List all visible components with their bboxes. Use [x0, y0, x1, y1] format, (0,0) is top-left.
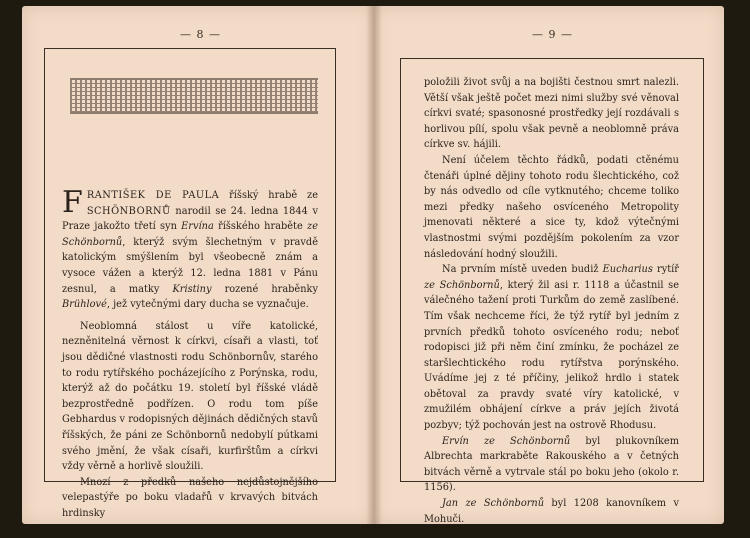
book-gutter — [366, 6, 382, 524]
left-page-text — [62, 185, 319, 521]
right-page-number: — 9 — — [532, 28, 573, 41]
right-page-text — [424, 75, 679, 527]
decorative-header-ornament — [70, 78, 318, 114]
paragraph: Na prvním místě uveden budiž Eucharius rytíř ze Schönbornů, který žil asi r. 1118 a účastnil se válečného tažení proti Turkům do země zaslíbené. Tím však nechceme říci, že týž rytíř byl jedním z prvních předků tohoto osvíceného rodu; neboť rodopisci již při něm činí zmínku, že pocházel ze staršlechtického rodu rytířstva porýnského. Uvádíme jej z té příčiny, jelikož hrdlo i statek obětoval za pravdy svaté víry katolické, v zmužilém obhájení církve a práv jejích životá pozbyv; týž pochován jest na ostrově Rhodusu. — [424, 264, 680, 432]
paragraph: Ervín ze Schönbornů byl plukovníkem Albrechta markraběte Rakouského a v četných bitvách věrně a vytrvale stál po boku jeho (okolo r. 1156). — [424, 435, 679, 494]
paragraph: Mnozí z předků našeho nejdůstojnějšího velepastýře po boku vladařů v krvavých bitvách hrdinsky — [62, 476, 318, 519]
left-page-number: — 8 — — [180, 28, 221, 41]
intro-paragraph: FRANTIŠEK DE PAULA říšský hrabě ze SCHÖNBORNŮ narodil se 24. ledna 1844 v Praze jakožto třetí syn Ervína říšského hraběte ze Schönbornů, kterýž svým šlechetným v pravdě katolickým smýšlením byl všeobecně znám a vysoce vážen a kterýž 12. ledna 1881 v Pánu zesnul, a matky Kristiny rozené hraběnky Brühlové, jež vytečnými dary ducha se vyznačuje. — [62, 185, 319, 311]
paragraph: položili život svůj a na bojišti čestnou smrt nalezli. Větší však ještě počet mezi nimi služby své věnoval církvi svaté; spasonosné prostředky její rozdávali s horlivou pílí, spolu však pevně a neoblomně práva církve sv. hájili. — [424, 77, 679, 151]
drop-cap: F — [62, 185, 83, 220]
paragraph: Není účelem těchto řádků, podati ctěnému čtenáři úplné dějiny tohoto rodu šlechtického, což by nás odvedlo od cíle vytknutého; chceme tolikо mezi předky našeho osvíceného Metropolity jmenovati některé a sice ty, kdož výtečnými vlastnostmi svými pozdějším pokolením za vzor následování hodný sloužili. — [424, 154, 679, 260]
paragraph: Jan ze Schönbornů byl 1208 kanovníkem v Mohuči. — [424, 498, 679, 525]
paragraph: Neoblomná stálost u víře katolické, nezněnitelná věrnost k církvi, císaři a vlasti, toť jsou dědičné vlastnosti rodu Schönbornův, starého to rodu rytířského pocházejícího z Porýnska, rodu, kterýž až do počátku 19. století byl říšské vládě bezprostředně podřízen. O rodu tom píše Gebhardus v rodopisných dějinách dědičných stavů říšských, že páni ze Schönbornů nedobylí pútkami svého jmění, že však císaři, kurfirštům a církvi vždy věrně a horlivě sloužili. — [62, 320, 318, 473]
